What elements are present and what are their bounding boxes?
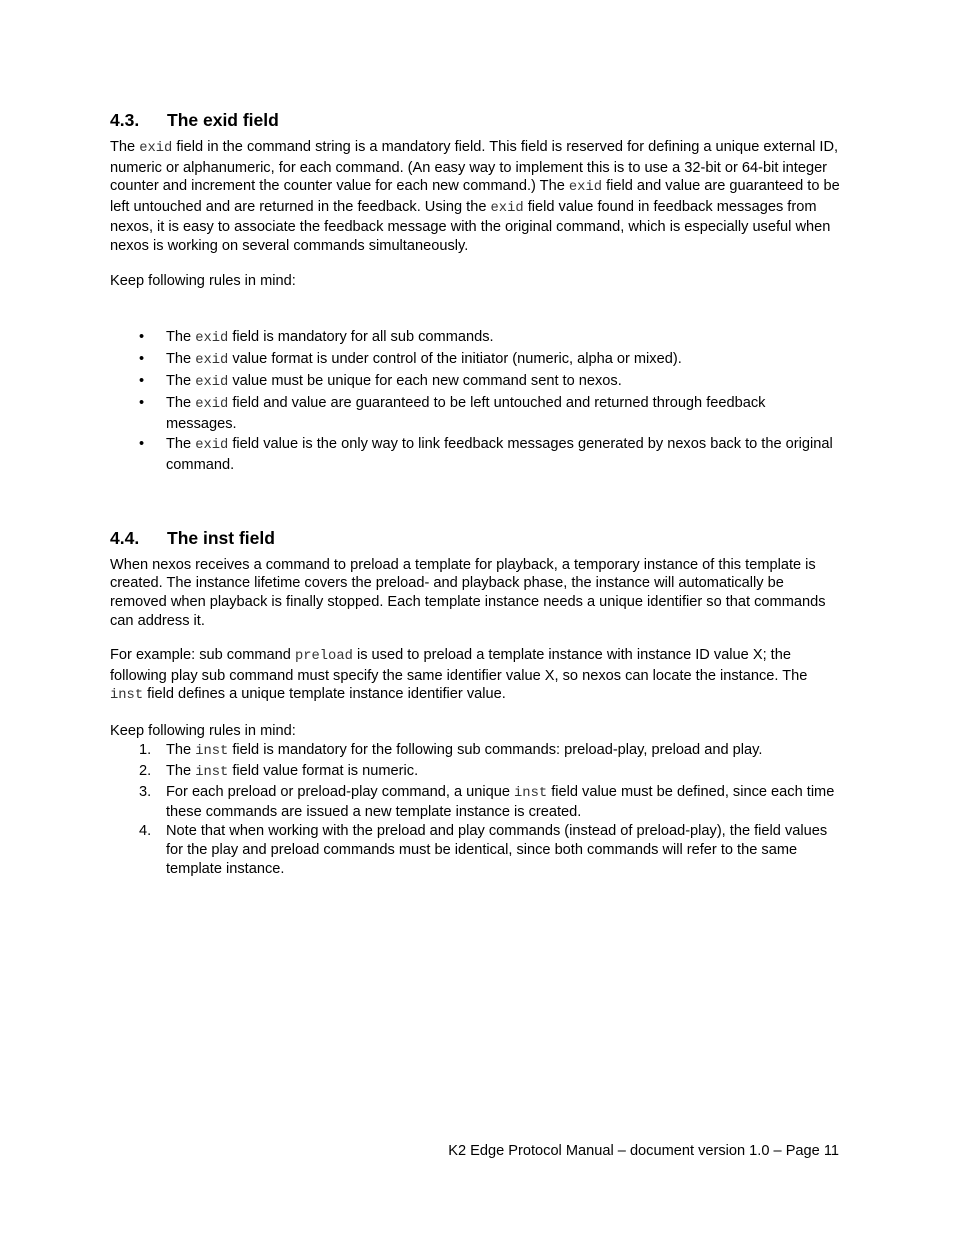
list-item: • The exid field value is the only way to link feedback messages generated by nexos back to the original command. bbox=[110, 435, 840, 474]
section-number: 4.3. bbox=[110, 110, 140, 130]
field-name-code: exid bbox=[195, 331, 229, 347]
field-name-code: exid bbox=[195, 397, 229, 413]
list-item: 1. The inst field is mandatory for the following sub commands: preload-play, preload and play. bbox=[139, 741, 763, 759]
exid-paragraph: The exid field in the command string is a mandatory field. This field is reserved for defining a unique external ID, numeric or alphanumeric, for each command. (An easy way to implement this is to use a 32-bit or 64-bit integer counter and increment the counter value for each new command.) The exid field and value are guaranteed to be left untouched and are returned in the feedback. Using the exid field value found in feedback messages from nexos, it is easy to associate the feedback message with the original command, which is especially useful when nexos is working on several commands simultaneously. bbox=[110, 139, 840, 254]
section-4-4-heading bbox=[110, 526, 840, 550]
exid-rules-intro: Keep following rules in mind: bbox=[110, 272, 296, 289]
field-name-code: exid bbox=[139, 141, 173, 156]
list-item: 2. The inst field value format is numeric. bbox=[139, 762, 419, 780]
inst-rules-intro: Keep following rules in mind: bbox=[110, 722, 296, 739]
section-number: 4.4. bbox=[110, 527, 140, 548]
list-number: 1. bbox=[139, 741, 152, 758]
list-number: 4. bbox=[139, 823, 152, 840]
list-number: 2. bbox=[139, 762, 152, 779]
page-footer: K2 Edge Protocol Manual – document version 1.0 – Page 11 bbox=[448, 1143, 839, 1159]
field-name-code: inst bbox=[110, 688, 144, 704]
list-item: • The exid value must be unique for each new command sent to nexos. bbox=[110, 372, 840, 393]
inst-paragraph-1: When nexos receives a command to preload a template for playback, a temporary instance of this template is created. The instance lifetime covers the preload- and playback phase, the instance will automatically be removed when playback is finally stopped. Each template instance needs a unique identifier so that commands can address it. bbox=[110, 556, 826, 629]
field-name-code: inst bbox=[195, 743, 229, 759]
list-number: 3. bbox=[139, 783, 152, 800]
field-name-code: inst bbox=[195, 764, 229, 780]
exid-rules-list bbox=[110, 328, 840, 474]
field-name-code: exid bbox=[195, 438, 229, 454]
list-item: • The exid field is mandatory for all sub commands. bbox=[110, 328, 840, 349]
section-title: The exid field bbox=[167, 110, 279, 130]
list-item: • The exid field and value are guaranteed to be left untouched and returned through feedback messages. bbox=[110, 394, 840, 433]
inst-paragraph-2: For example: sub command preload is used to preload a template instance with instance ID value X; the following play sub command must specify the same identifier value X, so nexos can locate the instance. The inst field defines a unique template instance identifier value. bbox=[110, 647, 808, 704]
section-4-3-heading bbox=[110, 108, 840, 132]
document-page bbox=[110, 108, 840, 879]
list-item: 3. For each preload or preload-play command, a unique inst field value must be defined, since each time these commands are issued a new template instance is created. bbox=[139, 783, 835, 821]
field-name-code: exid bbox=[195, 375, 229, 391]
field-name-code: exid bbox=[195, 353, 229, 369]
section-title: The inst field bbox=[167, 527, 275, 548]
list-item: 4. Note that when working with the preload and play commands (instead of preload-play), the field values for the play and preload commands must be identical, since both commands will refer to the same template instance. bbox=[139, 823, 828, 877]
field-name-code: preload bbox=[294, 649, 353, 665]
inst-rules-list bbox=[110, 741, 840, 879]
field-name-code: inst bbox=[514, 785, 548, 801]
list-item: • The exid value format is under control of the initiator (numeric, alpha or mixed). bbox=[110, 350, 840, 371]
field-name-code: exid bbox=[568, 180, 603, 196]
field-name-code: exid bbox=[490, 200, 524, 216]
